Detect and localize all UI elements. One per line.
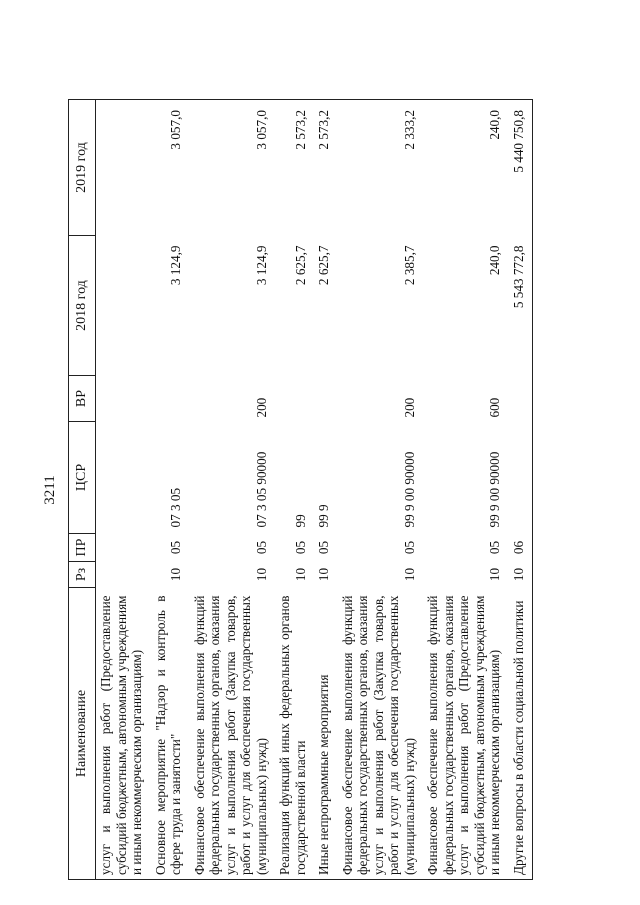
row-csr: 99 9 00 90000 xyxy=(401,451,417,528)
row-pr: 05 xyxy=(401,540,417,555)
page-number: 3211 xyxy=(42,475,58,505)
row-rz: 10 xyxy=(168,567,183,582)
row-rz: 10 xyxy=(509,562,533,588)
row-csr xyxy=(96,422,151,534)
row-pr: 05 xyxy=(168,540,183,555)
row-2018: 2 385,7 xyxy=(401,245,417,286)
row-2019: 2 333,2 xyxy=(338,100,424,236)
row-csr: 99 9 00 90000 xyxy=(487,451,502,528)
row-2018: 2 625,7 xyxy=(292,245,308,286)
row-pr: 05 xyxy=(253,540,269,555)
row-csr xyxy=(509,422,533,534)
row-pr xyxy=(96,534,151,562)
budget-table xyxy=(68,99,533,880)
row-2019: 2 573,2 xyxy=(275,100,314,236)
row-vr xyxy=(275,376,314,422)
row-name: услуг и выполнения работ (Предоставление субсидий бюджетным, автономным учреждениям и иным некоммерческим организациям) xyxy=(96,588,151,880)
table-row xyxy=(314,100,338,880)
row-2019 xyxy=(96,100,151,236)
row-name: Реализация функций иных федеральных органов государственной власти xyxy=(275,588,314,880)
table-row xyxy=(275,100,314,880)
row-name: Иные непрограммные мероприятия xyxy=(314,588,338,880)
row-2019: 5 440 750,8 xyxy=(509,100,533,236)
header-name: Наименование xyxy=(69,588,96,880)
row-vr: 600 xyxy=(487,397,502,418)
row-rz: 10 xyxy=(487,567,502,582)
row-2019: 2 573,2 xyxy=(314,100,338,236)
row-2019: 3 057,0 xyxy=(151,100,190,236)
row-rz xyxy=(96,562,151,588)
header-vr: ВР xyxy=(69,376,96,422)
row-2018: 240,0 xyxy=(487,245,502,276)
table-row xyxy=(190,100,276,880)
row-rz: 10 xyxy=(316,567,331,582)
row-pr: 05 xyxy=(292,540,308,555)
row-rz: 10 xyxy=(253,567,269,582)
header-pr: ПР xyxy=(69,534,96,562)
row-2018: 3 124,9 xyxy=(253,245,269,286)
row-name: Финансовое обеспечение выполнения функций федеральных государственных органов, оказания услуг и выполнения работ (Предоставление субсидий бюджетным, автономным учреждениям и иным некоммерческим организациям) xyxy=(423,588,509,880)
rotated-page xyxy=(40,100,600,880)
row-2018: 5 543 772,8 xyxy=(509,236,533,376)
row-2018 xyxy=(96,236,151,376)
header-csr: ЦСР xyxy=(69,422,96,534)
table-row xyxy=(338,100,424,880)
row-pr: 05 xyxy=(487,540,502,555)
row-csr: 07 3 05 xyxy=(168,487,183,528)
row-name: Основное мероприятие "Надзор и контроль в сфере труда и занятости" xyxy=(151,588,190,880)
row-vr: 200 xyxy=(253,397,269,418)
table-header-row xyxy=(69,100,96,880)
row-csr: 07 3 05 90000 xyxy=(253,451,269,528)
row-vr xyxy=(151,376,190,422)
table-row xyxy=(151,100,190,880)
row-vr xyxy=(314,376,338,422)
table-row xyxy=(423,100,509,880)
row-rz: 10 xyxy=(292,567,308,582)
row-rz: 10 xyxy=(401,567,417,582)
row-csr: 99 xyxy=(292,514,308,528)
row-vr xyxy=(96,376,151,422)
header-2018: 2018 год xyxy=(69,236,96,376)
row-vr: 200 xyxy=(401,397,417,418)
row-name: Другие вопросы в области социальной политики xyxy=(509,588,533,880)
row-name: Финансовое обеспечение выполнения функций федеральных государственных органов, оказания услуг и выполнения работ (Закупка товаров, работ и услуг для обеспечения государственных (муниципальных) нужд) xyxy=(338,588,424,880)
row-name: Финансовое обеспечение выполнения функций федеральных государственных органов, оказания услуг и выполнения работ (Закупка товаров, работ и услуг для обеспечения государственных (муниципальных) нужд) xyxy=(190,588,276,880)
row-pr: 06 xyxy=(509,534,533,562)
table-row xyxy=(96,100,151,880)
row-2019: 3 057,0 xyxy=(190,100,276,236)
row-pr: 05 xyxy=(316,540,331,555)
row-2018: 3 124,9 xyxy=(168,245,183,286)
row-vr xyxy=(509,376,533,422)
row-2018: 2 625,7 xyxy=(316,245,331,286)
table-row xyxy=(509,100,533,880)
row-csr: 99 9 xyxy=(316,504,331,528)
row-2019: 240,0 xyxy=(423,100,509,236)
header-2019: 2019 год xyxy=(69,100,96,236)
header-rz: Рз xyxy=(69,562,96,588)
